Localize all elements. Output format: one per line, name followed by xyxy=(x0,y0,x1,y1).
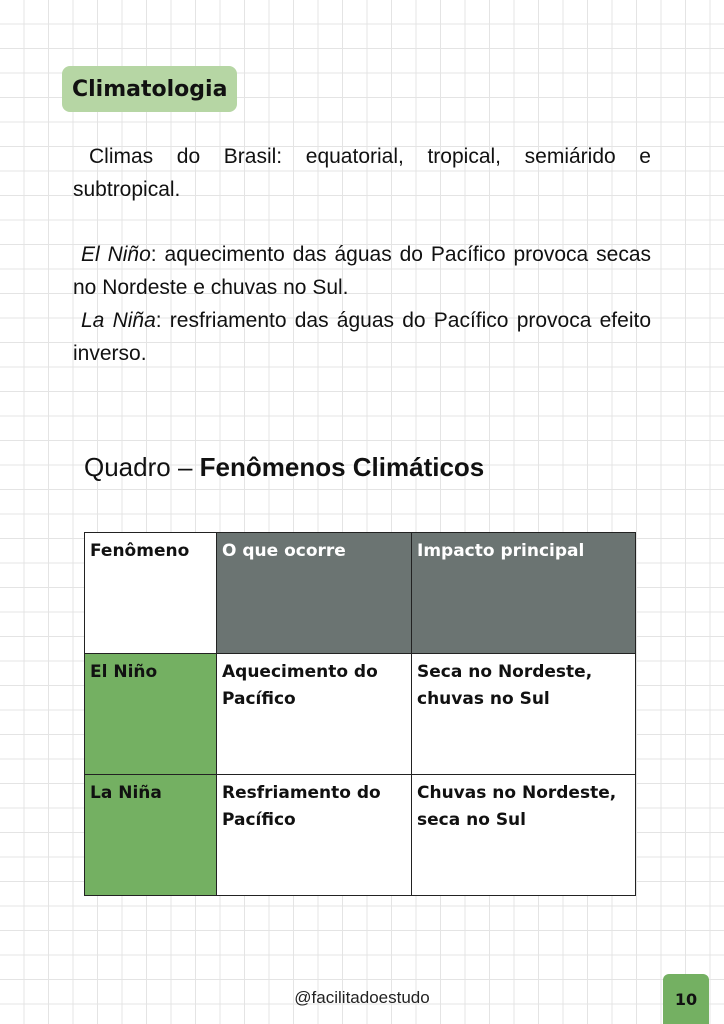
table-cell: Seca no Nordeste, chuvas no Sul xyxy=(412,654,636,775)
table-cell: Chuvas no Nordeste, seca no Sul xyxy=(412,775,636,896)
table-cell: Resfriamento do Pacífico xyxy=(217,775,412,896)
table-cell: La Niña xyxy=(85,775,217,896)
la-nina-term: La Niña xyxy=(81,309,156,332)
la-nina-text: : resfriamento das águas do Pacífico provoca efeito inverso. xyxy=(73,309,651,365)
footer-handle: @facilitadoestudo xyxy=(294,988,430,1007)
paragraph-el-nino xyxy=(73,238,651,304)
paragraph-la-nina xyxy=(73,304,651,370)
table-cell: Aquecimento do Pacífico xyxy=(217,654,412,775)
table-row xyxy=(85,654,636,775)
table-caption xyxy=(84,452,484,483)
table-cell: El Niño xyxy=(85,654,217,775)
el-nino-text: : aquecimento das águas do Pacífico provoca secas no Nordeste e chuvas no Sul. xyxy=(73,243,651,299)
table-header-row xyxy=(85,533,636,654)
phenomena-table xyxy=(84,532,636,896)
table-caption-prefix: Quadro – xyxy=(84,452,200,482)
section-title: Climatologia xyxy=(62,66,237,112)
table-header-cell: Fenômeno xyxy=(85,533,217,654)
table-caption-title: Fenômenos Climáticos xyxy=(199,452,485,482)
climas-text: Climas do Brasil: equatorial, tropical, semiárido e subtropical. xyxy=(73,145,651,201)
page-number: 10 xyxy=(663,974,709,1024)
table-header-cell: O que ocorre xyxy=(217,533,412,654)
table-row xyxy=(85,775,636,896)
el-nino-term: El Niño xyxy=(81,243,151,266)
table-header-cell: Impacto principal xyxy=(412,533,636,654)
paragraph-climas xyxy=(73,140,651,206)
